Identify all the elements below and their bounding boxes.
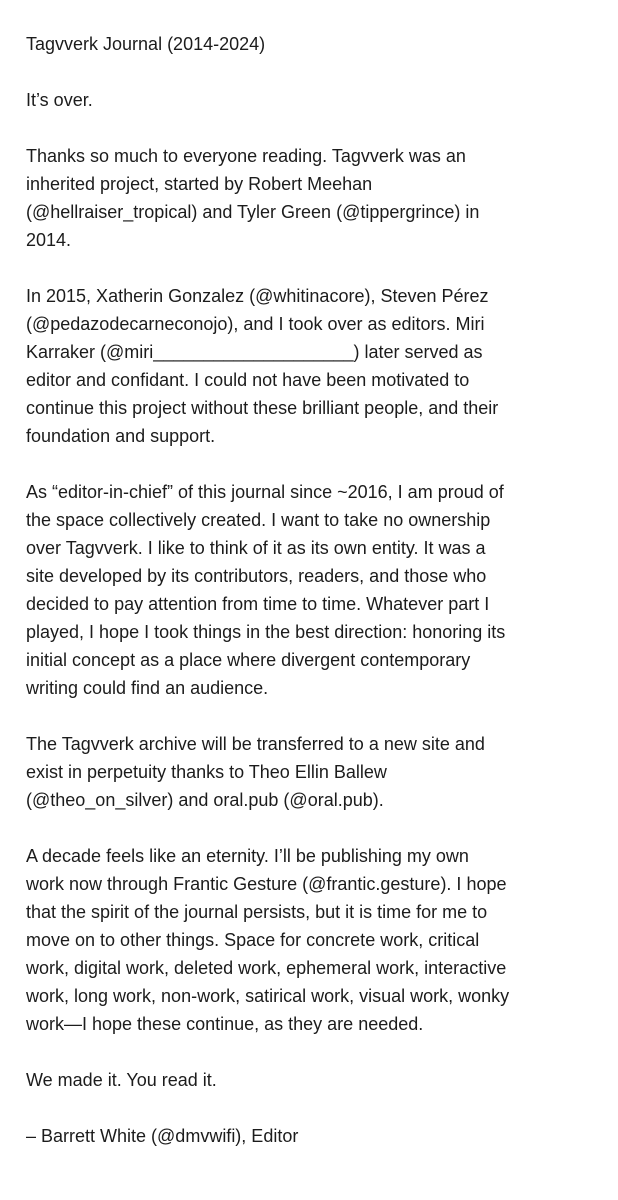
paragraph-made-it: We made it. You read it.	[26, 1070, 217, 1090]
notes-document	[26, 30, 608, 1150]
paragraph-decade: A decade feels like an eternity. I’ll be publishing my own work now through Frantic Gesture (@frantic.gesture). I hope that the spirit of the journal persists, but it is time for me to move on to other things. Space for concrete work, critical work, digital work, deleted work, ephemeral work, interactive work, long work, non-work, satirical work, visual work, wonky work—I hope these continue, as they are needed.	[26, 846, 510, 1034]
signature: – Barrett White (@dmvwifi), Editor	[26, 1126, 299, 1146]
paragraph-thanks: Thanks so much to everyone reading. Tagvverk was an inherited project, started by Robert Meehan (@hellraiser_tropical) and Tyler Green (@tippergrince) in 2014.	[26, 146, 480, 250]
paragraph-its-over: It’s over.	[26, 90, 93, 110]
paragraph-editor-in-chief: As “editor-in-chief” of this journal since ~2016, I am proud of the space collectively created. I want to take no ownership over Tagvverk. I like to think of it as its own entity. It was a site developed by its contributors, readers, and those who decided to pay attention from time to time. Whatever part I played, I hope I took things in the best direction: honoring its initial concept as a place where divergent contemporary writing could find an audience.	[26, 482, 506, 698]
document-title: Tagvverk Journal (2014-2024)	[26, 34, 266, 54]
paragraph-editors: In 2015, Xatherin Gonzalez (@whitinacore), Steven Pérez (@pedazodecarneconojo), and I took over as editors. Miri Karraker (@miri____________________) later served as editor and confidant. I could not have been motivated to continue this project without these brilliant people, and their foundation and support.	[26, 286, 499, 446]
paragraph-archive: The Tagvverk archive will be transferred to a new site and exist in perpetuity thanks to Theo Ellin Ballew (@theo_on_silver) and oral.pub (@oral.pub).	[26, 734, 485, 810]
